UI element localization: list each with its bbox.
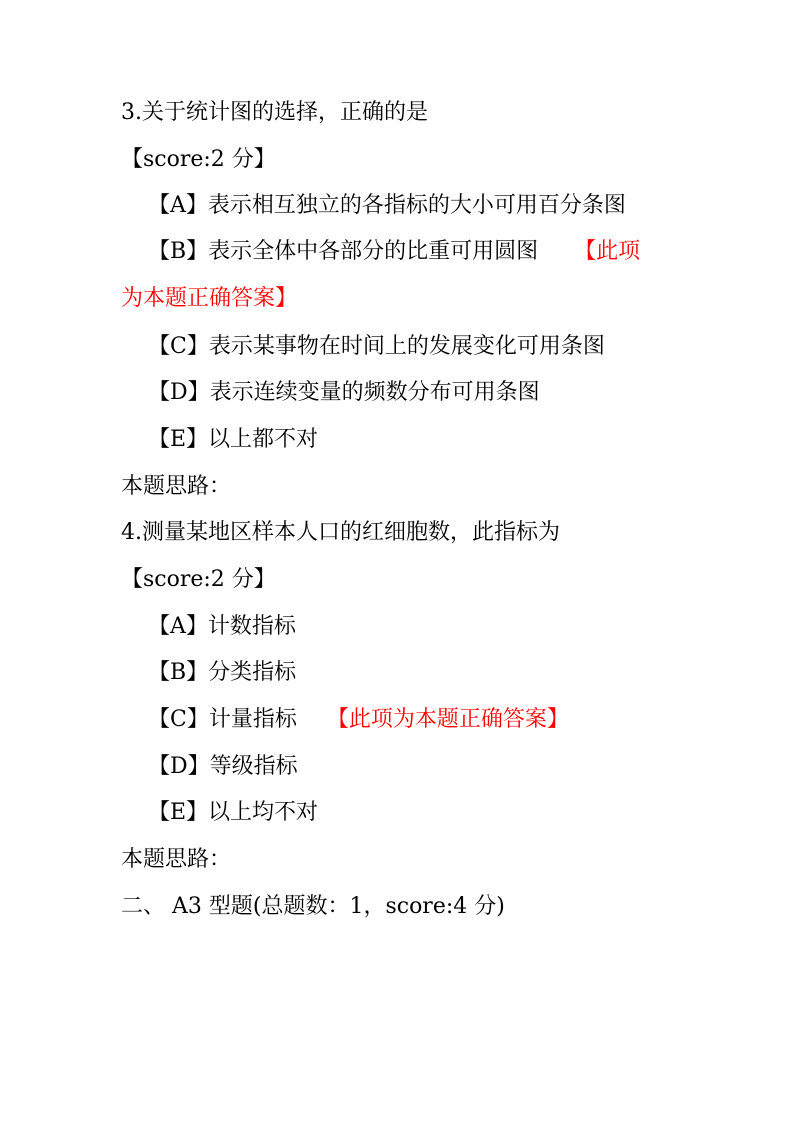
question-3-score: 【score:2 分】 <box>121 147 276 172</box>
correct-answer-mark: 【此项为本题正确答案】 <box>326 707 569 732</box>
question-3-analysis-label: 本题思路： <box>121 474 232 499</box>
question-3-option-e: 【E】以上都不对 <box>148 427 319 452</box>
question-4-option-e: 【E】以上均不对 <box>148 800 319 825</box>
question-3-option-d: 【D】表示连续变量的频数分布可用条图 <box>148 380 540 405</box>
question-3-option-b: 【B】表示全体中各部分的比重可用圆图 <box>148 239 539 264</box>
question-4-score: 【score:2 分】 <box>121 567 276 592</box>
question-4-option-a: 【A】计数指标 <box>148 614 296 639</box>
question-4-option-c: 【C】计量指标 <box>148 707 297 732</box>
section-heading: 二、 A3 型题(总题数：1，score:4 分) <box>121 894 505 919</box>
question-4-analysis-label: 本题思路： <box>121 847 232 872</box>
question-3-option-a: 【A】表示相互独立的各指标的大小可用百分条图 <box>148 193 626 218</box>
question-4-stem: 4.测量某地区样本人口的红细胞数，此指标为 <box>121 520 560 545</box>
correct-answer-mark: 【此项 <box>574 239 641 264</box>
question-4-option-c-row <box>148 705 569 735</box>
question-4-option-d: 【D】等级指标 <box>148 754 298 779</box>
question-4-option-b: 【B】分类指标 <box>148 660 297 685</box>
question-3-option-b-row <box>148 237 640 267</box>
question-3-stem: 3.关于统计图的选择，正确的是 <box>121 100 428 125</box>
correct-answer-mark-continued: 为本题正确答案】 <box>121 286 298 311</box>
question-3-option-c: 【C】表示某事物在时间上的发展变化可用条图 <box>148 334 605 359</box>
